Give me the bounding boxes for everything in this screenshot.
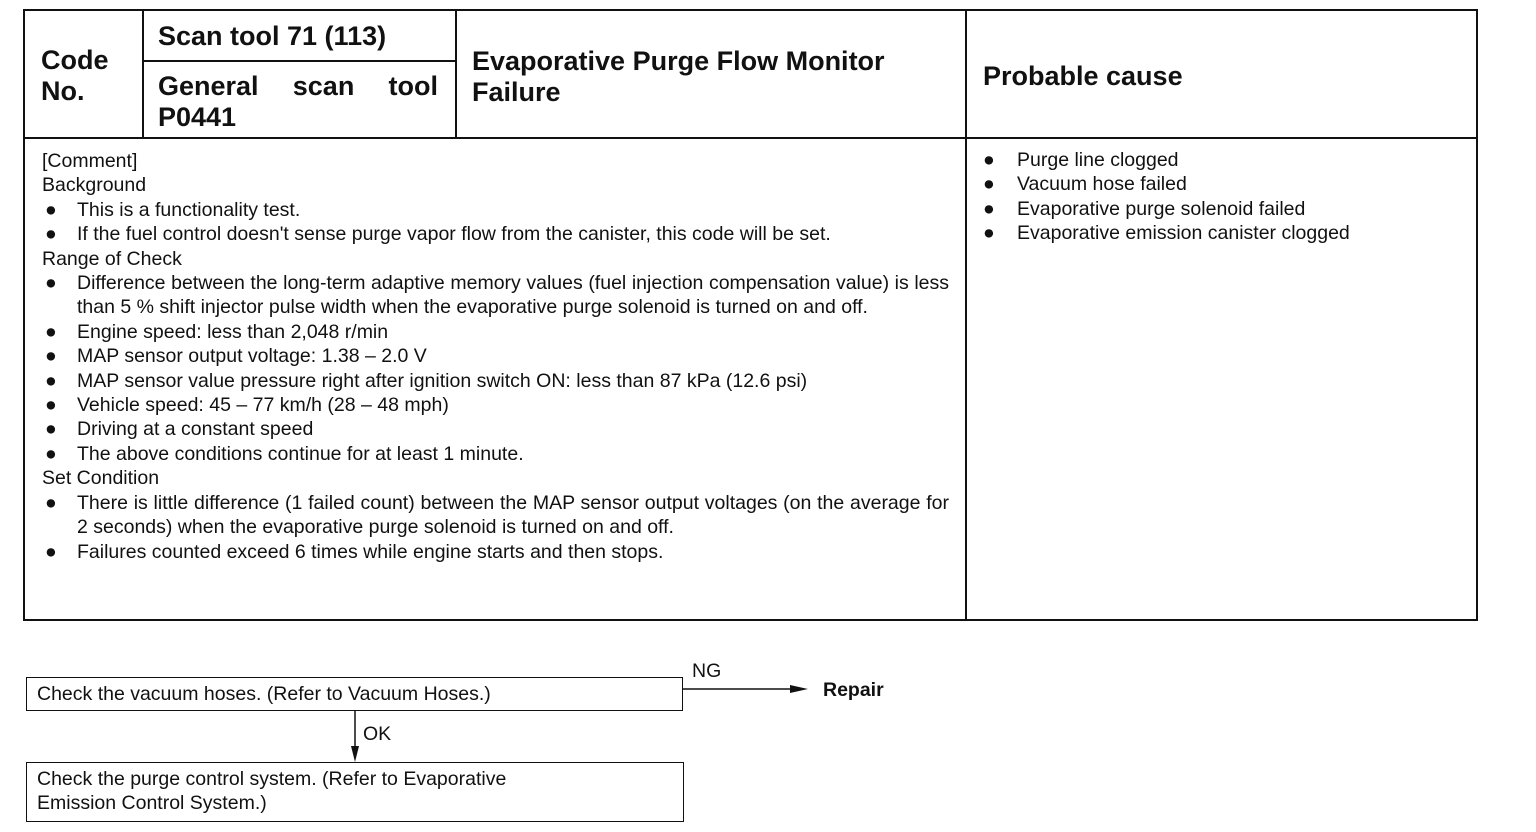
list-item	[42, 271, 949, 320]
code-no-line1: Code	[41, 45, 109, 75]
set-condition-label: Set Condition	[42, 467, 160, 490]
list-item-text: Vacuum hose failed	[1017, 173, 1187, 196]
divider	[25, 137, 1476, 139]
general-word: General	[158, 71, 259, 101]
comment-label: [Comment]	[42, 150, 138, 172]
bullet-icon: ●	[983, 197, 995, 220]
bullet-icon: ●	[45, 223, 57, 246]
list-item-text: Engine speed: less than 2,048 r/min	[77, 320, 389, 343]
scan-word: scan	[292, 71, 355, 101]
ng-arrow-head-icon	[790, 685, 808, 693]
scan-tool-71-header: Scan tool 71 (113)	[158, 21, 387, 51]
flow-step-text-line2: Emission Control System.)	[37, 792, 267, 814]
bullet-icon: ●	[45, 272, 57, 295]
bullet-icon: ●	[45, 369, 57, 392]
list-item-text: Driving at a constant speed	[77, 418, 314, 441]
flow-step-text: Check the vacuum hoses. (Refer to Vacuum Hoses.)	[37, 683, 491, 705]
flow-step-check-vacuum-hoses	[26, 677, 683, 711]
tool-word: tool	[388, 71, 438, 101]
list-item-text: Vehicle speed: 45 – 77 km/h (28 – 48 mph)	[77, 394, 449, 417]
list-item	[981, 172, 1350, 196]
list-item	[981, 221, 1350, 245]
list-item-text: Difference between the long-term adaptive memory values (fuel injection compensation value) is less than 5 % shift injector pulse width when the evaporative purge solenoid is turned on and off.	[77, 272, 949, 319]
list-item	[981, 197, 1350, 221]
dtc-title	[472, 46, 885, 108]
list-item	[42, 198, 949, 222]
list-item	[42, 393, 949, 417]
bullet-icon: ●	[45, 198, 57, 221]
comment-section	[42, 149, 949, 564]
bullet-icon: ●	[45, 394, 57, 417]
list-item	[42, 320, 949, 344]
bullet-icon: ●	[45, 418, 57, 441]
ng-label: NG	[692, 660, 722, 682]
list-item	[42, 369, 949, 393]
list-item	[42, 344, 949, 368]
dtc-title-line2: Failure	[472, 77, 561, 107]
list-item-text: The above conditions continue for at least 1 minute.	[77, 442, 524, 465]
dtc-table	[23, 9, 1478, 621]
ok-arrow-head-icon	[351, 746, 359, 762]
divider	[142, 60, 457, 62]
probable-cause-header: Probable cause	[983, 61, 1183, 91]
list-item	[42, 222, 949, 246]
list-item-text: This is a functionality test.	[77, 198, 301, 221]
probable-cause-list	[981, 148, 1350, 246]
list-item-text: Evaporative emission canister clogged	[1017, 222, 1350, 245]
range-of-check-label: Range of Check	[42, 247, 182, 270]
bullet-icon: ●	[45, 442, 57, 465]
list-item-text: Evaporative purge solenoid failed	[1017, 197, 1306, 220]
flow-step-check-purge-control	[26, 762, 684, 822]
bullet-icon: ●	[983, 149, 995, 171]
list-item-text: If the fuel control doesn't sense purge vapor flow from the canister, this code will be set.	[77, 223, 831, 246]
bullet-icon: ●	[983, 222, 995, 245]
list-item-text: Purge line clogged	[1017, 149, 1179, 171]
bullet-icon: ●	[45, 345, 57, 368]
dtc-title-line1: Evaporative Purge Flow Monitor	[472, 46, 885, 76]
list-item-text: MAP sensor value pressure right after ignition switch ON: less than 87 kPa (12.6 psi)	[77, 369, 808, 392]
code-no-line2: No.	[41, 76, 85, 106]
bullet-icon: ●	[45, 491, 57, 514]
bullet-icon: ●	[983, 173, 995, 196]
general-scan-tool-header	[158, 71, 438, 133]
divider	[965, 11, 967, 619]
list-item-text: MAP sensor output voltage: 1.38 – 2.0 V	[77, 345, 427, 368]
divider	[142, 11, 144, 139]
divider	[455, 11, 457, 139]
ok-label: OK	[363, 723, 392, 745]
list-item-text: There is little difference (1 failed count) between the MAP sensor output voltages (on the average for 2 seconds) when the evaporative purge solenoid is turned on and off.	[77, 491, 949, 539]
repair-label: Repair	[823, 679, 884, 701]
list-item	[42, 442, 949, 466]
flow-step-text-line1: Check the purge control system. (Refer to Evaporative	[37, 768, 507, 790]
list-item	[981, 148, 1350, 172]
list-item	[42, 491, 949, 540]
bullet-icon: ●	[45, 540, 57, 563]
bullet-icon: ●	[45, 320, 57, 343]
background-label: Background	[42, 174, 147, 197]
list-item	[42, 417, 949, 441]
list-item	[42, 540, 949, 564]
general-scan-tool-line1	[158, 71, 438, 102]
list-item-text: Failures counted exceed 6 times while engine starts and then stops.	[77, 540, 664, 563]
code-no-header	[41, 45, 109, 107]
dtc-code: P0441	[158, 102, 237, 132]
